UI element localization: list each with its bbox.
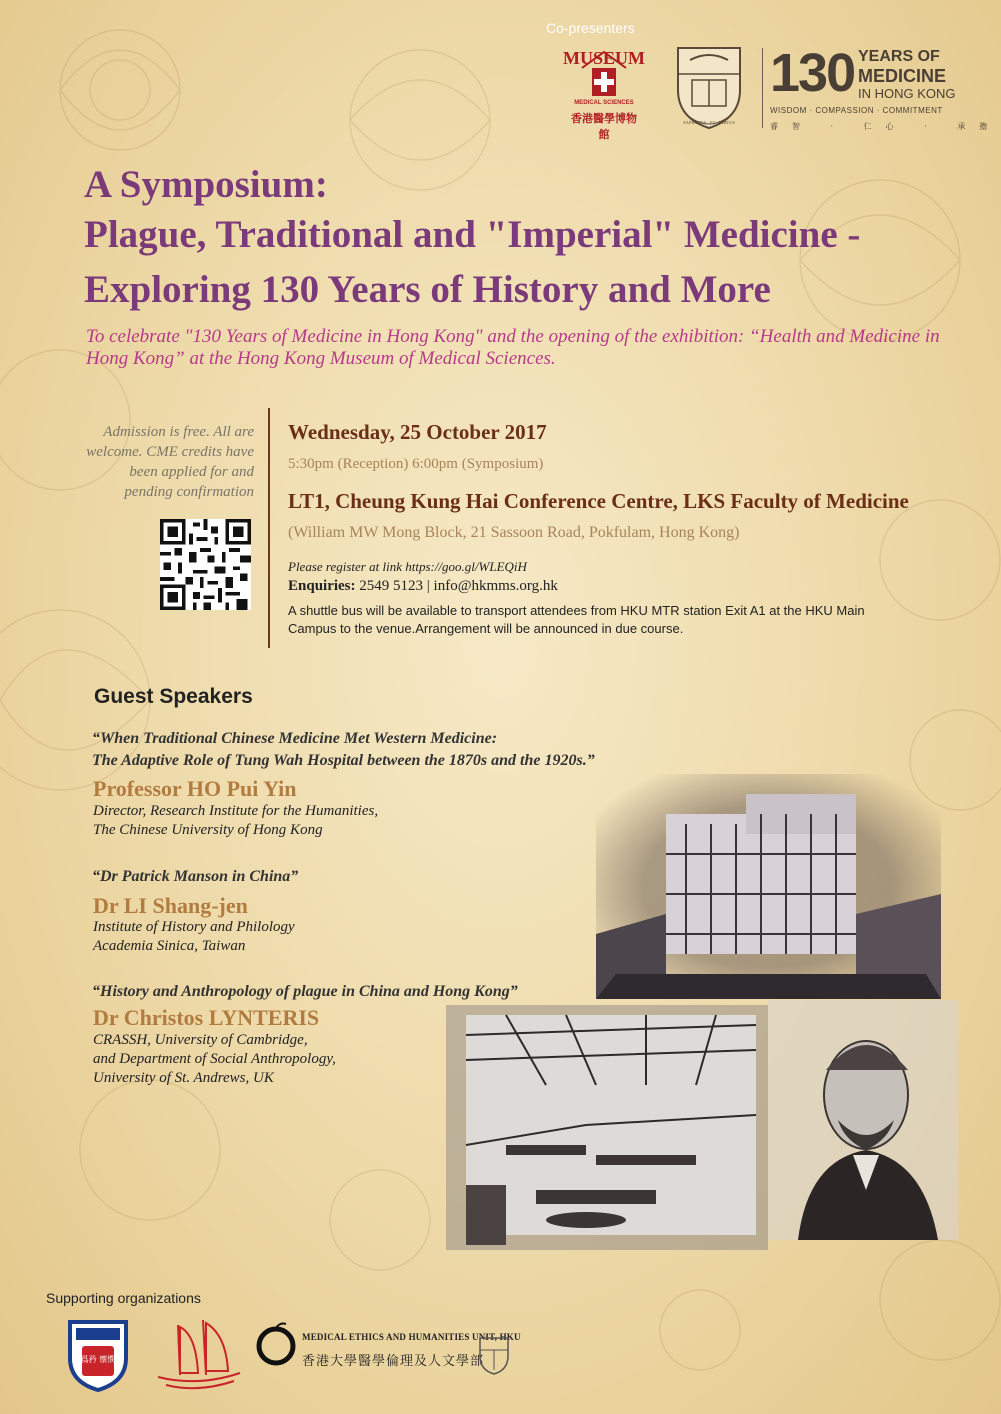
speaker-2-talk: “Dr Patrick Manson in China” [92,868,299,885]
plague-ward-photo [446,1005,768,1250]
speaker-3-affiliation-line-1: CRASSH, University of Cambridge, [93,1032,308,1048]
tung-wah-hospital-photo [596,774,941,999]
title-line-3: Exploring 130 Years of History and More [84,268,771,311]
junk-boat-logo-icon [148,1315,248,1397]
museum-logo-chinese: 香港醫學博物館 [571,112,637,141]
enquiries-phone[interactable]: 2549 5123 [359,578,424,594]
event-venue: LT1, Cheung Kung Hai Conference Centre, LKS Faculty of Medicine [288,489,909,513]
anniversary-tagline: WISDOM · COMPASSION · COMMITMENT [770,106,943,115]
museum-logo-subtitle: MEDICAL SCIENCES [574,100,634,106]
title-line-2: Plague, Traditional and "Imperial" Medicine - [84,213,861,256]
museum-logo-wordmark: MUSEUM [563,48,645,68]
mehu-chinese-name: 香港大學醫學倫理及人文學部 [302,1354,485,1369]
anniversary-line2: MEDICINE [858,66,947,86]
hku-small-crest-icon [478,1336,510,1376]
anniversary-tagline-chinese: 睿智 · 仁心 · 承擔 [770,122,1001,131]
shield-logo-text: 爲矜 懷憫 [80,1355,116,1364]
shuttle-note: A shuttle bus will be available to transport attendees from HKU MTR station Exit A1 at the HKU Main Campus to the venue.Arrangement will be announced in due course. [288,603,865,636]
speaker-1-affiliation-line-1: Director, Research Institute for the Humanities, [93,803,379,819]
mehu-english-name: MEDICAL ETHICS AND HUMANITIES UNIT, HKU [302,1332,521,1342]
speaker-3-talk: “History and Anthropology of plague in China and Hong Kong” [92,983,518,1000]
register-link[interactable]: Please register at link https://goo.gl/WLEQiH [288,559,527,574]
enquiries-separator: | [426,578,430,594]
speaker-1-affiliation-line-2: The Chinese University of Hong Kong [93,822,323,838]
enquiries-label: Enquiries: [288,578,356,594]
anniversary-number: 130 [770,43,855,103]
speaker-3-name: Dr Christos LYNTERIS [93,1005,320,1030]
supporting-organizations-label: Supporting organizations [46,1290,201,1306]
mehu-emblem-icon [254,1322,298,1366]
title-line-1: A Symposium: [84,163,328,206]
logo-divider [762,48,763,128]
patrick-manson-portrait [768,1000,958,1240]
qr-code[interactable] [160,519,251,610]
anniversary-line1: YEARS OF [858,48,940,65]
speaker-2-affiliation-line-2: Academia Sinica, Taiwan [93,938,246,954]
event-date: Wednesday, 25 October 2017 [288,420,547,444]
speaker-2-affiliation-line-1: Institute of History and Philology [93,919,295,935]
anniversary-line3: IN HONG KONG [858,86,956,101]
guest-speakers-heading: Guest Speakers [94,685,253,708]
speaker-1-name: Professor HO Pui Yin [93,776,297,801]
speaker-2-name: Dr LI Shang-jen [93,893,248,918]
speaker-1-talk-line-1: “When Traditional Chinese Medicine Met Western Medicine: [92,730,498,747]
shield-logo-icon [68,1318,128,1392]
speaker-3-affiliation-line-2: and Department of Social Anthropology, [93,1051,336,1067]
enquiries [288,578,558,595]
event-address: (William MW Mong Block, 21 Sassoon Road, Pokfulam, Hong Kong) [288,524,740,541]
hku-crest-icon [672,44,746,130]
speaker-3-affiliation-line-3: University of St. Andrews, UK [93,1070,274,1086]
event-time: 5:30pm (Reception) 6:00pm (Symposium) [288,456,544,472]
enquiries-email[interactable]: info@hkmms.org.hk [433,578,558,594]
admission-note: Admission is free. All are welcome. CME credits have been applied for and pending confirmation [86,424,254,500]
details-divider [268,408,270,648]
hku-crest-motto: SAPIENTIA · ET · VIRTUS [683,120,735,125]
museum-logo [563,44,645,141]
anniversary-130-logo [770,43,1001,134]
subtitle: To celebrate "130 Years of Medicine in Hong Kong" and the opening of the exhibition: “Health and Medicine in Hong Kong” at the Hong Kong Museum of Medical Sciences. [86,326,940,369]
speaker-1-talk-line-2: The Adaptive Role of Tung Wah Hospital between the 1870s and the 1920s.” [92,752,595,769]
copresenters-label: Co-presenters [546,20,635,36]
